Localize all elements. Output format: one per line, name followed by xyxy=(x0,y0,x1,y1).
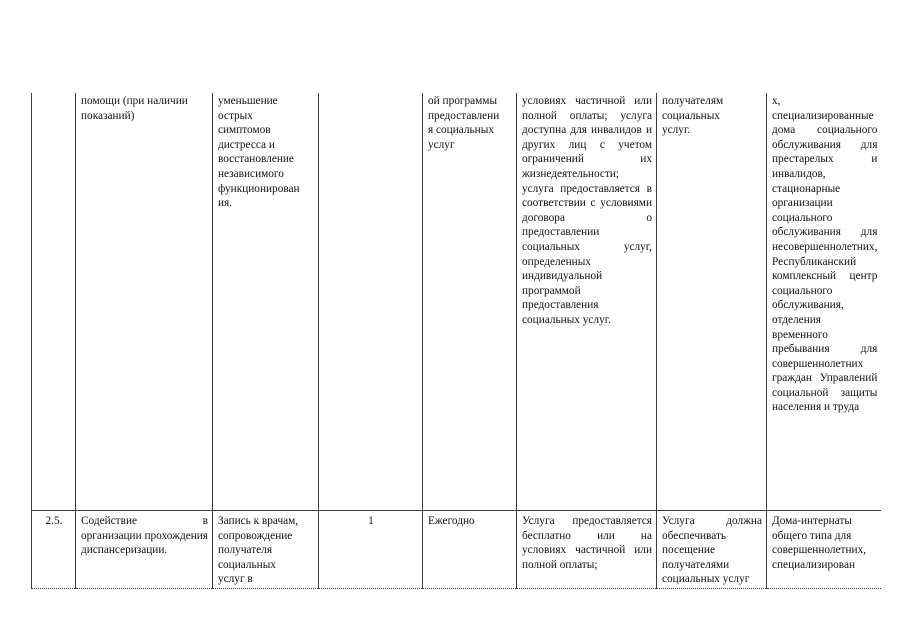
table-row xyxy=(32,93,882,511)
cell-quality-indicators: получателям социальных услуг. xyxy=(657,93,767,511)
services-table xyxy=(31,93,881,589)
cell-service-volume xyxy=(319,93,423,511)
cell-service-conditions: Услуга предоставляется бесплатно или на условиях частичной или полной оплаты; xyxy=(517,511,657,589)
cell-service-volume: 1 xyxy=(319,511,423,589)
cell-service-conditions: условиях частичной или полной оплаты; услуга доступна для инвалидов и других лиц с учетом ограничений их жизнедеятельности; услуга предоставляется в соответствии с условиями договора о предоставлении социальных услуг, определенных индивидуальной программой предоставления социальных услуг. xyxy=(517,93,657,511)
cell-service-content: уменьшение острых симптомов дистресса и восстановление независимого функционирован ия. xyxy=(213,93,319,511)
cell-number: 2.5. xyxy=(32,511,76,589)
cell-providers: Дома-интернаты общего типа для совершеннолетних, специализирован xyxy=(767,511,882,589)
table-row xyxy=(32,511,882,589)
cell-service-name: помощи (при наличии показаний) xyxy=(76,93,213,511)
cell-service-period: ой программы предоставлени я социальных услуг xyxy=(423,93,517,511)
cell-quality-indicators: Услуга должна обеспечивать посещение получателями социальных услуг xyxy=(657,511,767,589)
cell-number xyxy=(32,93,76,511)
cell-providers: х, специализированные дома социального обслуживания для престарелых и инвалидов, стационарные организации социального обслуживания для несовершеннолетних, Республиканский комплексный центр социального обслуживания, отделения временного пребывания для совершеннолетних граждан Управлений социальной защиты населения и труда xyxy=(767,93,882,511)
cell-service-name: Содействие в организации прохождения диспансеризации. xyxy=(76,511,213,589)
cell-service-period: Ежегодно xyxy=(423,511,517,589)
cell-service-content: Запись к врачам, сопровождение получателя социальных услуг в xyxy=(213,511,319,589)
